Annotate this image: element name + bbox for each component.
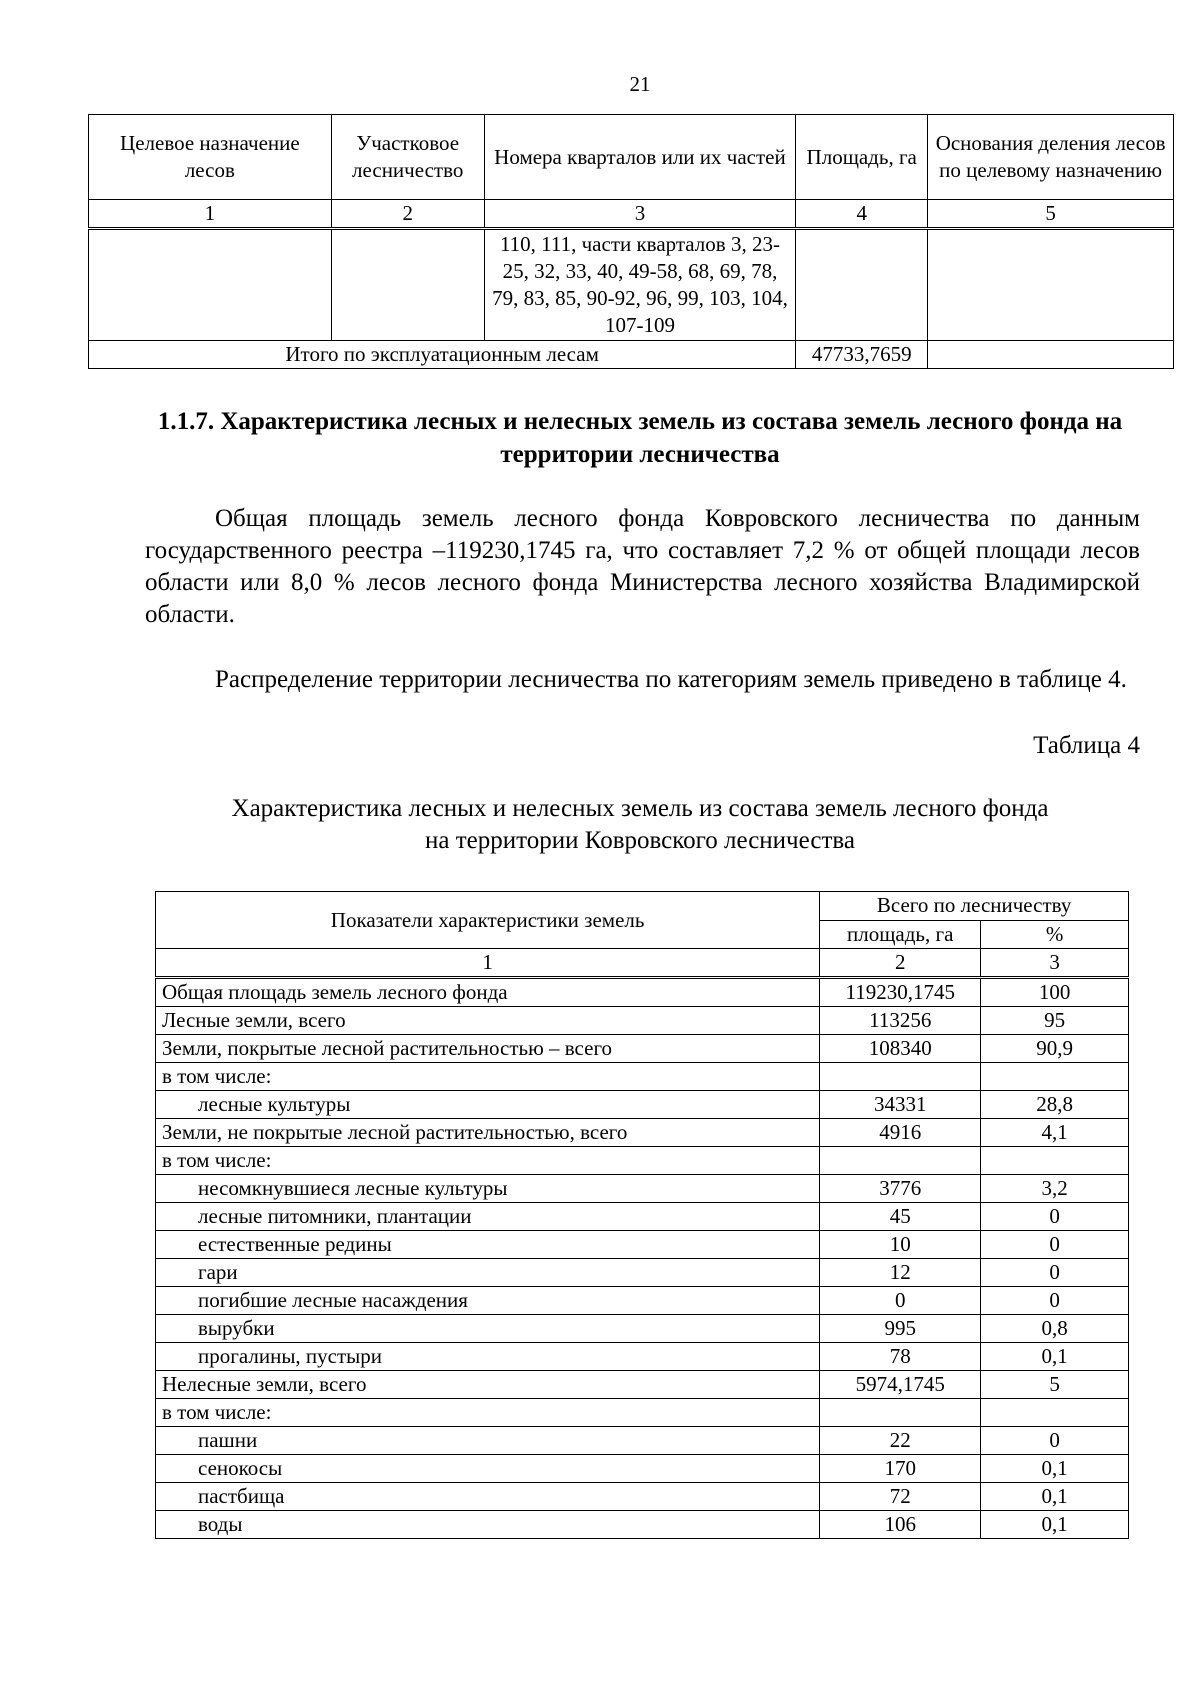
table2-cell-label: естественные редины	[156, 1231, 820, 1259]
table-row	[156, 1287, 1129, 1315]
table2-cell-percent: 100	[981, 978, 1129, 1007]
forest-purpose-table	[88, 114, 1174, 369]
table-row	[156, 1315, 1129, 1343]
table1-cell-empty	[331, 229, 484, 341]
table1-header-area: Площадь, га	[796, 115, 928, 200]
table2-cell-percent	[981, 1063, 1129, 1091]
table2-cell-percent: 0	[981, 1231, 1129, 1259]
table-row	[156, 1399, 1129, 1427]
table1-colnum: 4	[796, 200, 928, 229]
table-row	[156, 1035, 1129, 1063]
table-row	[156, 1147, 1129, 1175]
table2-cell-label: в том числе:	[156, 1399, 820, 1427]
table2-colnum: 1	[156, 949, 820, 978]
table2-cell-percent: 0,1	[981, 1343, 1129, 1371]
table1-total-label: Итого по эксплуатационным лесам	[89, 341, 796, 369]
table2-cell-label: Лесные земли, всего	[156, 1007, 820, 1035]
table1-cell-empty	[796, 229, 928, 341]
table1-header-row	[89, 115, 1174, 200]
table2-cell-area	[820, 1063, 981, 1091]
table2-cell-label: пастбища	[156, 1483, 820, 1511]
table2-cell-percent: 90,9	[981, 1035, 1129, 1063]
table2-cell-label: воды	[156, 1511, 820, 1539]
table2-cell-percent: 0	[981, 1287, 1129, 1315]
table1-total-area: 47733,7659	[796, 341, 928, 369]
table2-cell-percent: 28,8	[981, 1091, 1129, 1119]
table2-cell-label: Общая площадь земель лесного фонда	[156, 978, 820, 1007]
table2-cell-percent	[981, 1399, 1129, 1427]
table1-cell-empty	[928, 341, 1174, 369]
table2-cell-percent: 0,1	[981, 1455, 1129, 1483]
table-row	[156, 1007, 1129, 1035]
table-title-line2: на территории Ковровского лесничества	[425, 827, 855, 854]
table-row	[156, 1427, 1129, 1455]
table2-cell-area	[820, 1399, 981, 1427]
table2-cell-area: 10	[820, 1231, 981, 1259]
table-label: Таблица 4	[1033, 732, 1140, 759]
table1-colnum: 5	[928, 200, 1174, 229]
table2-header-percent: %	[981, 920, 1129, 949]
table2-cell-label: в том числе:	[156, 1147, 820, 1175]
table1-total-row	[89, 341, 1174, 369]
table1-row	[89, 229, 1174, 341]
table2-cell-area: 108340	[820, 1035, 981, 1063]
table-row	[156, 1483, 1129, 1511]
table2-header-main: Показатели характеристики земель	[156, 892, 820, 949]
table2-cell-area: 113256	[820, 1007, 981, 1035]
table-row	[156, 1455, 1129, 1483]
table1-cell-quarters: 110, 111, части кварталов 3, 23-25, 32, 33, 40, 49-58, 68, 69, 78, 79, 83, 85, 90-92, 96, 99, 103, 104, 107-109	[484, 229, 796, 341]
table1-column-numbers	[89, 200, 1174, 229]
table-row	[156, 1063, 1129, 1091]
table1-header-purpose: Целевое назначение лесов	[89, 115, 332, 200]
table2-cell-label: гари	[156, 1259, 820, 1287]
table2-cell-area: 0	[820, 1287, 981, 1315]
table2-cell-area: 5974,1745	[820, 1371, 981, 1399]
table2-cell-percent	[981, 1147, 1129, 1175]
table2-cell-label: погибшие лесные насаждения	[156, 1287, 820, 1315]
table2-column-numbers	[156, 949, 1129, 978]
table2-cell-percent: 5	[981, 1371, 1129, 1399]
table2-cell-label: несомкнувшиеся лесные культуры	[156, 1175, 820, 1203]
table2-cell-percent: 3,2	[981, 1175, 1129, 1203]
table2-cell-label: лесные культуры	[156, 1091, 820, 1119]
table2-cell-percent: 0	[981, 1427, 1129, 1455]
table2-cell-label: в том числе:	[156, 1063, 820, 1091]
table2-cell-area: 34331	[820, 1091, 981, 1119]
table2-cell-percent: 95	[981, 1007, 1129, 1035]
table2-cell-area: 45	[820, 1203, 981, 1231]
table1-header-quarters: Номера кварталов или их частей	[484, 115, 796, 200]
table-row	[156, 1203, 1129, 1231]
table2-cell-area: 3776	[820, 1175, 981, 1203]
table2-header-row	[156, 892, 1129, 921]
table-row	[156, 1119, 1129, 1147]
table-title	[160, 793, 1120, 857]
table2-cell-label: лесные питомники, плантации	[156, 1203, 820, 1231]
table-row	[156, 1231, 1129, 1259]
table-row	[156, 1511, 1129, 1539]
table2-cell-label: пашни	[156, 1427, 820, 1455]
table2-cell-area: 119230,1745	[820, 978, 981, 1007]
table2-cell-label: вырубки	[156, 1315, 820, 1343]
table2-cell-area: 106	[820, 1511, 981, 1539]
paragraph-total-area: Общая площадь земель лесного фонда Ковровского лесничества по данным государственного реестра –119230,1745 га, что составляет 7,2 % от общей площади лесов области или 8,0 % лесов лесного фонда Министерства лесного хозяйства Владимирской области.	[145, 505, 1140, 628]
table2-cell-area: 78	[820, 1343, 981, 1371]
table1-cell-empty	[89, 229, 332, 341]
table2-colnum: 2	[820, 949, 981, 978]
table-row	[156, 1371, 1129, 1399]
table2-body	[156, 978, 1129, 1539]
land-characteristics-table	[155, 891, 1129, 1539]
table2-cell-area: 170	[820, 1455, 981, 1483]
table2-cell-label: Земли, покрытые лесной растительностью – всего	[156, 1035, 820, 1063]
table2-cell-area: 12	[820, 1259, 981, 1287]
table1-colnum: 3	[484, 200, 796, 229]
table2-cell-label: Нелесные земли, всего	[156, 1371, 820, 1399]
table2-cell-area: 995	[820, 1315, 981, 1343]
table2-header-total: Всего по лесничеству	[820, 892, 1129, 921]
table2-cell-percent: 0,1	[981, 1483, 1129, 1511]
table-row	[156, 1091, 1129, 1119]
table1-colnum: 2	[331, 200, 484, 229]
table-row	[156, 978, 1129, 1007]
table2-cell-percent: 0,8	[981, 1315, 1129, 1343]
table2-cell-label: сенокосы	[156, 1455, 820, 1483]
table2-cell-percent: 0	[981, 1203, 1129, 1231]
table1-header-basis: Основания деления лесов по целевому назначению	[928, 115, 1174, 200]
table-row	[156, 1343, 1129, 1371]
table-title-line1: Характеристика лесных и нелесных земель из состава земель лесного фонда	[231, 795, 1049, 822]
table2-cell-area: 72	[820, 1483, 981, 1511]
table2-cell-label: прогалины, пустыри	[156, 1343, 820, 1371]
table2-cell-area: 4916	[820, 1119, 981, 1147]
table1-header-district: Участковое лесничество	[331, 115, 484, 200]
table1-cell-empty	[928, 229, 1174, 341]
paragraph-distribution: Распределение территории лесничества по категориям земель приведено в таблице 4.	[215, 666, 1127, 693]
table-row	[156, 1259, 1129, 1287]
table2-cell-area: 22	[820, 1427, 981, 1455]
table2-cell-percent: 0,1	[981, 1511, 1129, 1539]
section-heading: 1.1.7. Характеристика лесных и нелесных земель из состава земель лесного фонда на территории лесничества	[157, 408, 1123, 468]
table1-colnum: 1	[89, 200, 332, 229]
table2-cell-label: Земли, не покрытые лесной растительностью, всего	[156, 1119, 820, 1147]
table2-cell-percent: 0	[981, 1259, 1129, 1287]
table2-colnum: 3	[981, 949, 1129, 978]
table2-cell-area	[820, 1147, 981, 1175]
page-number: 21	[629, 72, 651, 96]
table2-cell-percent: 4,1	[981, 1119, 1129, 1147]
table-row	[156, 1175, 1129, 1203]
table2-header-area: площадь, га	[820, 920, 981, 949]
